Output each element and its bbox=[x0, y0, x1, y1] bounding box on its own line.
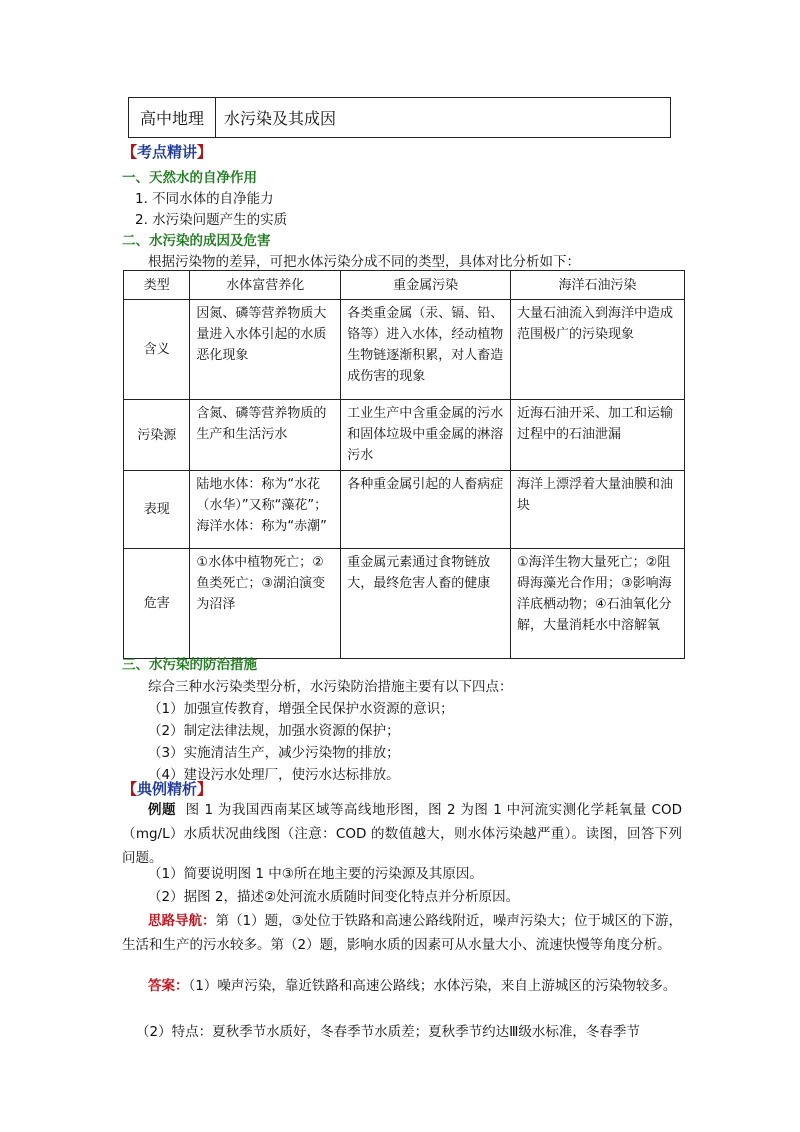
hint-label: 思路导航： bbox=[148, 913, 216, 929]
section1-title: 一、天然水的自净作用 bbox=[122, 170, 257, 186]
table-header-row bbox=[124, 271, 685, 300]
table-header: 水体富营养化 bbox=[190, 271, 341, 300]
header-box bbox=[128, 97, 671, 138]
pollution-comparison-table bbox=[123, 270, 685, 659]
bracket-open: 【 bbox=[122, 780, 138, 798]
row-label: 污染源 bbox=[124, 400, 190, 471]
bracket-close: 】 bbox=[197, 143, 213, 161]
example-label: 例题 bbox=[148, 802, 177, 818]
question-2: （2）据图 2，描述②处河流水质随时间变化特点并分析原因。 bbox=[148, 889, 520, 905]
table-cell: 重金属元素通过食物链放大，最终危害人畜的健康 bbox=[341, 549, 511, 659]
section-kaodian bbox=[122, 141, 212, 162]
s3-item-1: （1）加强宣传教育，增强全民保护水资源的意识； bbox=[148, 701, 454, 717]
table-header: 重金属污染 bbox=[341, 271, 511, 300]
s3-item-4: （4）建设污水处理厂，使污水达标排放。 bbox=[148, 767, 400, 783]
table-cell: 陆地水体：称为“水花（水华）”又称“藻花”；海洋水体：称为“赤潮” bbox=[190, 471, 341, 549]
table-row bbox=[124, 400, 685, 471]
s2-intro: 根据污染物的差异，可把水体污染分成不同的类型，具体对比分析如下： bbox=[148, 254, 580, 270]
table-cell: 海洋上漂浮着大量油膜和油块 bbox=[510, 471, 684, 549]
table-row bbox=[124, 549, 685, 659]
row-label: 表现 bbox=[124, 471, 190, 549]
answer-paragraph bbox=[122, 974, 682, 998]
table-row bbox=[124, 300, 685, 400]
example-stem bbox=[122, 798, 682, 870]
table-cell: 近海石油开采、加工和运输过程中的石油泄漏 bbox=[510, 400, 684, 471]
table-header: 类型 bbox=[124, 271, 190, 300]
question-1: （1）简要说明图 1 中③所在地主要的污染源及其原因。 bbox=[148, 866, 483, 882]
topic-title: 水污染及其成因 bbox=[224, 109, 337, 128]
table-cell: ①海洋生物大量死亡；②阻碍海藻光合作用；③影响海洋底栖动物；④石油氧化分解，大量消耗水中溶解氧 bbox=[510, 549, 684, 659]
section-dianli bbox=[122, 778, 212, 799]
answer-2: （2）特点：夏秋季节水质好，冬春季节水质差；夏秋季节约达Ⅲ级水标准，冬春季节 bbox=[136, 1024, 640, 1040]
row-label: 含义 bbox=[124, 300, 190, 400]
s3-intro: 综合三种水污染类型分析，水污染防治措施主要有以下四点： bbox=[148, 679, 513, 695]
table-cell: 各种重金属引起的人畜病症 bbox=[341, 471, 511, 549]
s1-item-2: 2. 水污染问题产生的实质 bbox=[135, 212, 288, 228]
table-cell: 工业生产中含重金属的污水和固体垃圾中重金属的淋溶污水 bbox=[341, 400, 511, 471]
answer-label: 答案： bbox=[148, 978, 189, 994]
example-stem-text: 图 1 为我国西南某区域等高线地形图，图 2 为图 1 中河流实测化学耗氧量 COD（mg/L）水质状况曲线图（注意：COD 的数值越大，则水体污染越严重）。读图，回答下列问题。 bbox=[122, 802, 683, 866]
hint-text: 第（1）题，③处位于铁路和高速公路线附近，噪声污染大；位于城区的下游，生活和生产的污水较多。第（2）题，影响水质的因素可从水量大小、流速快慢等角度分析。 bbox=[122, 913, 682, 953]
s3-item-3: （3）实施清洁生产，减少污染物的排放； bbox=[148, 745, 400, 761]
bracket-open: 【 bbox=[122, 143, 138, 161]
section-kaodian-label: 考点精讲 bbox=[137, 143, 198, 161]
table-row bbox=[124, 471, 685, 549]
table-cell: ①水体中植物死亡；②鱼类死亡；③湖泊演变为沼泽 bbox=[190, 549, 341, 659]
bracket-close: 】 bbox=[197, 780, 213, 798]
answer-1-text: （1）噪声污染，靠近铁路和高速公路线；水体污染，来自上游城区的污染物较多。 bbox=[188, 978, 677, 994]
table-cell: 因氮、磷等营养物质大量进入水体引起的水质恶化现象 bbox=[190, 300, 341, 400]
table-cell: 大量石油流入到海洋中造成范围极广的污染现象 bbox=[510, 300, 684, 400]
section3-title: 三、水污染的防治措施 bbox=[122, 657, 257, 673]
subject-label: 高中地理 bbox=[129, 98, 216, 137]
hint-paragraph bbox=[122, 909, 682, 957]
row-label: 危害 bbox=[124, 549, 190, 659]
s3-item-2: （2）制定法律法规，加强水资源的保护； bbox=[148, 723, 400, 739]
s1-item-1: 1. 不同水体的自净能力 bbox=[135, 191, 274, 207]
section2-title: 二、水污染的成因及危害 bbox=[122, 233, 271, 249]
table-header: 海洋石油污染 bbox=[510, 271, 684, 300]
section-dianli-label: 典例精析 bbox=[137, 780, 198, 798]
table-cell: 各类重金属（汞、镉、铅、铬等）进入水体，经动植物生物链逐渐积累，对人畜造成伤害的现象 bbox=[341, 300, 511, 400]
table-cell: 含氮、磷等营养物质的生产和生活污水 bbox=[190, 400, 341, 471]
